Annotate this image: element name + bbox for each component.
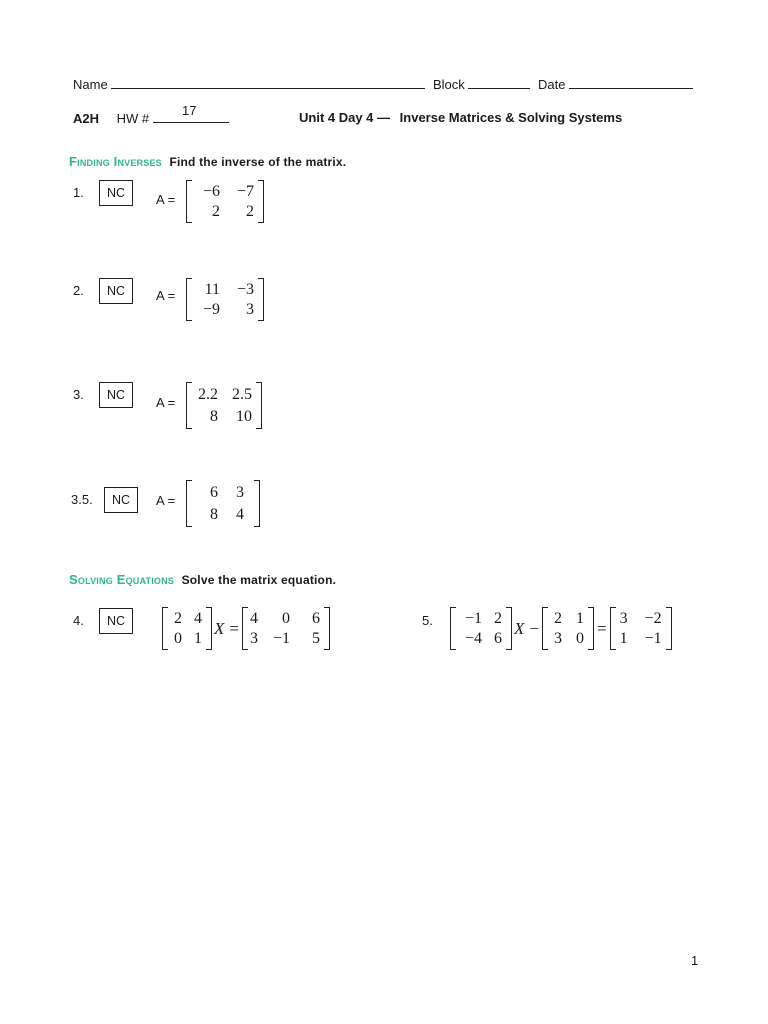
matrix-cell: 2 [212,203,220,220]
problem-3-nc-box: NC [99,382,133,408]
problem-5-number: 5. [422,613,433,628]
hw-label: HW # [116,111,150,126]
topic-label: Inverse Matrices & Solving Systems [399,110,623,125]
equals-sign: = [229,618,239,638]
course-line [73,110,229,126]
matrix-cell: 1 [194,630,202,647]
matrix-cell: −7 [236,183,254,200]
matrix-cell: 11 [204,281,220,298]
problem-2-lhs: A = [156,288,176,303]
matrix-cell: 8 [210,506,218,523]
matrix-cell: −4 [464,630,482,647]
section-finding-inverses [69,154,346,169]
matrix-cell: 6 [210,484,218,501]
problem-3-matrix [186,382,262,429]
matrix-cell: 0 [174,630,182,647]
matrix-cell: −1 [464,610,482,627]
matrix-cell: 2.2 [198,386,218,403]
matrix-cell: 3 [553,630,562,647]
matrix-cell: 2 [174,610,182,627]
section1-heading: Finding Inverses [69,154,162,169]
variable-x: X [214,618,225,638]
problem-2-nc-box: NC [99,278,133,304]
section1-instruction: Find the inverse of the matrix. [169,155,347,169]
matrix-cell: 1 [619,630,628,647]
name-label: Name [73,77,108,92]
date-label: Date [537,77,566,92]
matrix-cell: −1 [644,630,662,647]
matrix-cell: 3 [249,630,258,647]
section2-heading: Solving Equations [69,572,175,587]
matrix-cell: 4 [194,610,202,627]
matrix-cell: −3 [236,281,254,298]
hw-number: 17 [182,103,197,118]
matrix-cell: 2.5 [232,386,252,403]
matrix-cell: 3 [619,610,628,627]
page-number: 1 [691,953,699,968]
problem-5-matrix-b [542,607,594,650]
matrix-cell: 2 [246,203,254,220]
course-label: A2H [73,111,100,126]
matrix-cell: 5 [311,630,320,647]
matrix-cell: 0 [281,610,290,627]
block-blank[interactable] [468,76,530,89]
block-label: Block [432,77,465,92]
matrix-cell: 6 [311,610,320,627]
matrix-cell: 3 [236,484,244,501]
header-line [73,76,693,92]
equals-sign: = [596,618,607,638]
matrix-cell: 0 [575,630,584,647]
section2-instruction: Solve the matrix equation. [181,573,337,587]
matrix-cell: −6 [202,183,220,200]
problem-3-5-matrix [186,480,260,527]
date-blank[interactable] [569,76,693,89]
unit-title [299,110,622,125]
matrix-cell: 4 [236,506,244,523]
name-blank[interactable] [111,76,425,89]
problem-1-matrix [186,180,264,223]
problem-3-5-nc-box: NC [104,487,138,513]
problem-1-number: 1. [73,185,84,200]
problem-5-matrix-c [610,607,672,650]
problem-3-number: 3. [73,387,84,402]
matrix-cell: 8 [210,408,218,425]
problem-2-matrix [186,278,264,321]
problem-4-nc-box: NC [99,608,133,634]
matrix-cell: 1 [575,610,584,627]
variable-x: X [514,618,525,638]
problem-4-matrix-b [242,607,330,650]
problem-1-lhs: A = [156,192,176,207]
problem-3-5-lhs: A = [156,493,176,508]
problem-5-matrix-a [450,607,512,650]
problem-1-nc-box: NC [99,180,133,206]
problem-4-number: 4. [73,613,84,628]
unit-label: Unit 4 Day 4 — [299,110,391,125]
problem-5-equation [450,607,672,650]
matrix-cell: 2 [494,610,502,627]
matrix-cell: −1 [272,630,290,647]
matrix-cell: 4 [249,610,258,627]
problem-3-5-number: 3.5. [71,492,93,507]
problem-3-lhs: A = [156,395,176,410]
problem-2-number: 2. [73,283,84,298]
matrix-cell: 3 [246,301,254,318]
minus-sign: − [529,618,539,638]
matrix-cell: 2 [553,610,562,627]
matrix-cell: −9 [202,301,220,318]
section-solving-equations [69,572,336,587]
problem-4-equation [162,607,330,650]
matrix-cell: 6 [494,630,502,647]
matrix-cell: 10 [236,408,252,425]
matrix-cell: −2 [644,610,662,627]
problem-4-matrix-a [162,607,212,650]
